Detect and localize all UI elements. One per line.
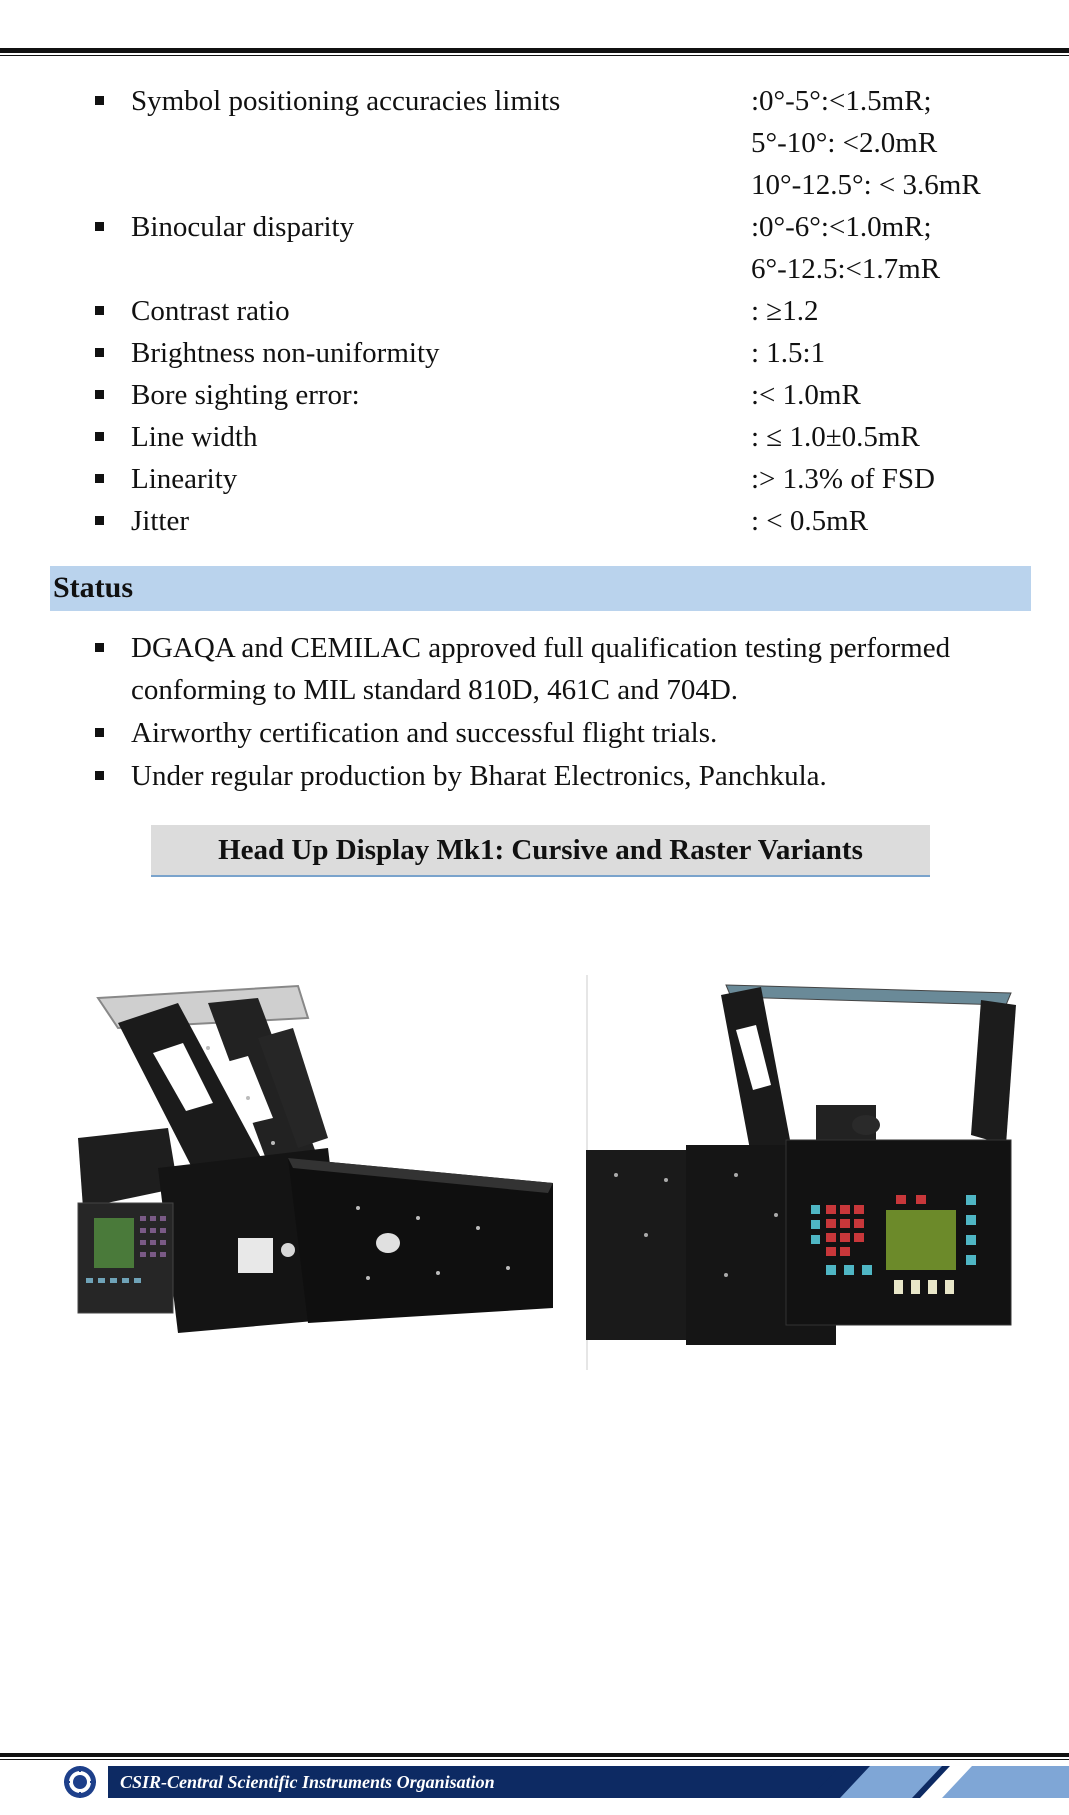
footer-stripes	[810, 1766, 1069, 1798]
spec-value	[751, 332, 1069, 374]
hud-raster-illustration	[586, 975, 1023, 1370]
spec-value	[751, 374, 1069, 416]
spec-label: Bore sighting error:	[131, 379, 360, 411]
bullet-icon	[95, 432, 104, 441]
spec-value-line: : < 0.5mR	[751, 505, 869, 537]
spec-row	[0, 500, 1069, 542]
top-rule	[0, 48, 1069, 53]
footer-rule-thin	[0, 1759, 1069, 1760]
spec-list	[0, 80, 1069, 542]
bullet-icon	[95, 390, 104, 399]
section-title: Status	[53, 571, 134, 604]
spec-label: Binocular disparity	[131, 211, 355, 243]
spec-label: Brightness non-uniformity	[131, 337, 440, 369]
bullet-icon	[95, 643, 104, 652]
list-item	[0, 712, 1069, 754]
bullet-icon	[95, 516, 104, 525]
footer-bar	[108, 1766, 848, 1798]
footer-rule	[0, 1753, 1069, 1757]
spec-row	[0, 80, 1069, 206]
spec-label: Line width	[131, 421, 258, 453]
spec-label: Symbol positioning accuracies limits	[131, 85, 561, 117]
figure-caption-box	[151, 825, 930, 877]
spec-row	[0, 206, 1069, 290]
hud-cursive-photo	[58, 978, 563, 1368]
status-text: DGAQA and CEMILAC approved full qualification testing performed conforming to MIL standard 810D, 461C and 704D.	[131, 632, 951, 706]
spec-value-line: :0°-6°:<1.0mR;	[751, 211, 932, 243]
spec-value	[751, 500, 1069, 542]
bullet-icon	[95, 771, 104, 780]
spec-value	[751, 206, 1069, 290]
spec-label: Contrast ratio	[131, 295, 290, 327]
spec-row	[0, 458, 1069, 500]
spec-value-line: : ≥1.2	[751, 295, 819, 327]
spec-value	[751, 290, 1069, 332]
status-text: Airworthy certification and successful flight trials.	[131, 717, 718, 749]
spec-value-line: 10°-12.5°: < 3.6mR	[751, 169, 981, 201]
spec-value-line: 5°-10°: <2.0mR	[751, 127, 938, 159]
spec-row	[0, 416, 1069, 458]
bullet-icon	[95, 222, 104, 231]
bullet-icon	[95, 474, 104, 483]
spec-value-line: :> 1.3% of FSD	[751, 463, 935, 495]
hud-cursive-illustration	[58, 978, 563, 1368]
bullet-icon	[95, 96, 104, 105]
csir-logo-icon	[62, 1764, 98, 1800]
list-item	[0, 755, 1069, 797]
hud-raster-photo	[586, 975, 1023, 1370]
status-text: Under regular production by Bharat Electronics, Panchkula.	[131, 760, 827, 792]
bullet-icon	[95, 728, 104, 737]
top-rule-thin	[0, 55, 1069, 56]
figure-caption: Head Up Display Mk1: Cursive and Raster Variants	[218, 834, 863, 866]
spec-label: Linearity	[131, 463, 238, 495]
spec-row	[0, 290, 1069, 332]
spec-value-line: : 1.5:1	[751, 337, 826, 369]
footer-org-name: CSIR-Central Scientific Instruments Organisation	[120, 1772, 495, 1792]
spec-value	[751, 458, 1069, 500]
spec-row	[0, 374, 1069, 416]
spec-value-line: : ≤ 1.0±0.5mR	[751, 421, 920, 453]
spec-row	[0, 332, 1069, 374]
list-item	[0, 627, 1069, 711]
spec-label: Jitter	[131, 505, 189, 537]
bullet-icon	[95, 306, 104, 315]
spec-value	[751, 80, 1069, 206]
spec-value-line: :< 1.0mR	[751, 379, 861, 411]
status-list	[0, 627, 1069, 798]
spec-value-line: 6°-12.5:<1.7mR	[751, 253, 941, 285]
spec-value-line: :0°-5°:<1.5mR;	[751, 85, 932, 117]
spec-value	[751, 416, 1069, 458]
bullet-icon	[95, 348, 104, 357]
status-header	[50, 566, 1031, 611]
